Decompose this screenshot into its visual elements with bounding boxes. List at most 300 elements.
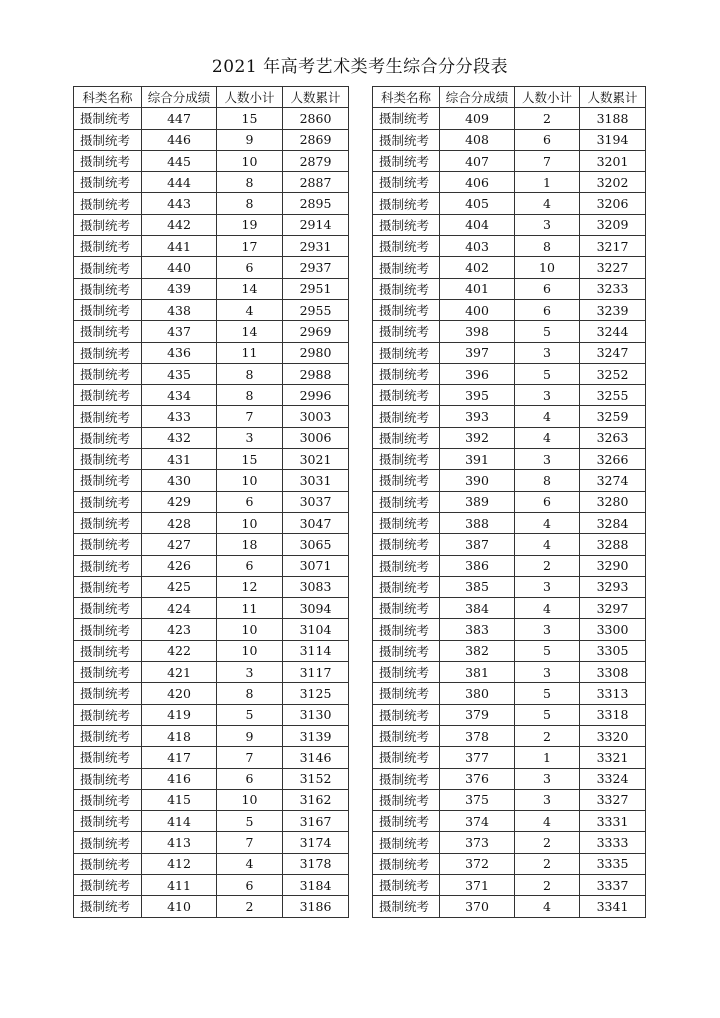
category-cell: 摄制统考 [74,725,142,746]
count-cell: 8 [515,470,580,491]
cumulative-cell: 3266 [580,449,646,470]
table-row [373,811,646,832]
cumulative-cell: 3037 [283,491,349,512]
table-row [373,896,646,917]
score-cell: 437 [142,321,217,342]
count-cell: 6 [515,299,580,320]
count-cell: 4 [515,896,580,917]
table-row [74,576,349,597]
count-cell: 6 [217,768,283,789]
category-cell: 摄制统考 [373,725,440,746]
cumulative-cell: 2996 [283,385,349,406]
score-cell: 435 [142,363,217,384]
category-cell: 摄制统考 [373,896,440,917]
score-cell: 434 [142,385,217,406]
table-row [373,236,646,257]
cumulative-cell: 3247 [580,342,646,363]
count-cell: 4 [515,427,580,448]
table-row [74,257,349,278]
count-cell: 3 [515,619,580,640]
count-cell: 2 [217,896,283,917]
cumulative-cell: 3125 [283,683,349,704]
cumulative-cell: 3255 [580,385,646,406]
table-row [74,534,349,555]
table-row [373,598,646,619]
table-row [373,832,646,853]
category-cell: 摄制统考 [74,576,142,597]
header-category: 科类名称 [74,87,142,108]
count-cell: 3 [515,768,580,789]
category-cell: 摄制统考 [74,747,142,768]
table-row [74,108,349,129]
score-cell: 373 [440,832,515,853]
score-cell: 445 [142,150,217,171]
count-cell: 4 [515,512,580,533]
cumulative-cell: 3184 [283,874,349,895]
count-cell: 8 [515,236,580,257]
score-cell: 421 [142,662,217,683]
table-row [373,534,646,555]
cumulative-cell: 2895 [283,193,349,214]
category-cell: 摄制统考 [74,662,142,683]
table-row [373,768,646,789]
score-cell: 395 [440,385,515,406]
score-cell: 379 [440,704,515,725]
cumulative-cell: 3252 [580,363,646,384]
category-cell: 摄制统考 [373,598,440,619]
cumulative-cell: 3206 [580,193,646,214]
cumulative-cell: 3288 [580,534,646,555]
cumulative-cell: 3227 [580,257,646,278]
cumulative-cell: 3217 [580,236,646,257]
score-cell: 370 [440,896,515,917]
category-cell: 摄制统考 [373,832,440,853]
cumulative-cell: 3194 [580,129,646,150]
count-cell: 4 [515,534,580,555]
category-cell: 摄制统考 [373,534,440,555]
score-cell: 423 [142,619,217,640]
category-cell: 摄制统考 [373,512,440,533]
category-cell: 摄制统考 [373,193,440,214]
category-cell: 摄制统考 [373,470,440,491]
category-cell: 摄制统考 [74,811,142,832]
cumulative-cell: 3263 [580,427,646,448]
table-row [373,214,646,235]
cumulative-cell: 3308 [580,662,646,683]
cumulative-cell: 3337 [580,874,646,895]
category-cell: 摄制统考 [373,853,440,874]
table-row [373,683,646,704]
table-row [74,853,349,874]
count-cell: 3 [515,449,580,470]
table-row [74,150,349,171]
count-cell: 15 [217,449,283,470]
score-cell: 381 [440,662,515,683]
count-cell: 8 [217,193,283,214]
table-row [373,640,646,661]
score-cell: 439 [142,278,217,299]
category-cell: 摄制统考 [74,832,142,853]
cumulative-cell: 2887 [283,172,349,193]
category-cell: 摄制统考 [373,214,440,235]
score-cell: 391 [440,449,515,470]
score-cell: 427 [142,534,217,555]
cumulative-cell: 2914 [283,214,349,235]
table-row [74,811,349,832]
count-cell: 8 [217,385,283,406]
category-cell: 摄制统考 [373,236,440,257]
table-row [373,363,646,384]
table-row [373,427,646,448]
count-cell: 6 [217,555,283,576]
category-cell: 摄制统考 [74,321,142,342]
score-cell: 392 [440,427,515,448]
table-header-row [74,87,349,108]
score-cell: 377 [440,747,515,768]
category-cell: 摄制统考 [74,193,142,214]
count-cell: 3 [217,662,283,683]
table-row [373,129,646,150]
table-row [74,683,349,704]
cumulative-cell: 2951 [283,278,349,299]
cumulative-cell: 3003 [283,406,349,427]
table-row [373,299,646,320]
category-cell: 摄制统考 [74,789,142,810]
cumulative-cell: 3331 [580,811,646,832]
table-row [373,619,646,640]
cumulative-cell: 3259 [580,406,646,427]
count-cell: 4 [217,853,283,874]
table-row [74,874,349,895]
score-cell: 447 [142,108,217,129]
cumulative-cell: 2969 [283,321,349,342]
score-cell: 415 [142,789,217,810]
table-row [373,406,646,427]
score-cell: 402 [440,257,515,278]
score-cell: 382 [440,640,515,661]
category-cell: 摄制统考 [74,534,142,555]
score-cell: 430 [142,470,217,491]
category-cell: 摄制统考 [74,853,142,874]
category-cell: 摄制统考 [74,704,142,725]
category-cell: 摄制统考 [74,129,142,150]
table-row [74,363,349,384]
cumulative-cell: 3152 [283,768,349,789]
table-row [373,172,646,193]
category-cell: 摄制统考 [373,874,440,895]
count-cell: 10 [217,512,283,533]
score-cell: 408 [440,129,515,150]
category-cell: 摄制统考 [74,874,142,895]
category-cell: 摄制统考 [74,512,142,533]
category-cell: 摄制统考 [74,768,142,789]
score-cell: 375 [440,789,515,810]
cumulative-cell: 3233 [580,278,646,299]
category-cell: 摄制统考 [373,640,440,661]
category-cell: 摄制统考 [373,576,440,597]
score-cell: 442 [142,214,217,235]
score-cell: 397 [440,342,515,363]
cumulative-cell: 3006 [283,427,349,448]
count-cell: 14 [217,321,283,342]
cumulative-cell: 2860 [283,108,349,129]
count-cell: 5 [515,640,580,661]
category-cell: 摄制统考 [373,363,440,384]
score-cell: 438 [142,299,217,320]
score-cell: 400 [440,299,515,320]
category-cell: 摄制统考 [373,747,440,768]
category-cell: 摄制统考 [74,555,142,576]
table-row [74,129,349,150]
cumulative-cell: 3071 [283,555,349,576]
count-cell: 3 [515,342,580,363]
category-cell: 摄制统考 [74,172,142,193]
count-cell: 8 [217,683,283,704]
score-cell: 404 [440,214,515,235]
cumulative-cell: 3031 [283,470,349,491]
page-title: 2021 年高考艺术类考生综合分分段表 [211,57,509,77]
score-cell: 380 [440,683,515,704]
table-row [74,449,349,470]
cumulative-cell: 3094 [283,598,349,619]
cumulative-cell: 3318 [580,704,646,725]
cumulative-cell: 3047 [283,512,349,533]
score-cell: 444 [142,172,217,193]
cumulative-cell: 3188 [580,108,646,129]
count-cell: 7 [515,150,580,171]
score-cell: 420 [142,683,217,704]
table-row [373,747,646,768]
count-cell: 3 [217,427,283,448]
category-cell: 摄制统考 [74,257,142,278]
cumulative-cell: 3290 [580,555,646,576]
cumulative-cell: 2980 [283,342,349,363]
cumulative-cell: 3174 [283,832,349,853]
count-cell: 9 [217,129,283,150]
cumulative-cell: 3244 [580,321,646,342]
category-cell: 摄制统考 [74,342,142,363]
table-row [373,491,646,512]
cumulative-cell: 2988 [283,363,349,384]
table-row [373,853,646,874]
category-cell: 摄制统考 [74,385,142,406]
score-cell: 432 [142,427,217,448]
cumulative-cell: 3201 [580,150,646,171]
table-row [373,278,646,299]
count-cell: 5 [515,683,580,704]
score-cell: 390 [440,470,515,491]
category-cell: 摄制统考 [74,491,142,512]
table-row [373,470,646,491]
cumulative-cell: 3274 [580,470,646,491]
count-cell: 10 [217,470,283,491]
category-cell: 摄制统考 [74,640,142,661]
cumulative-cell: 3321 [580,747,646,768]
category-cell: 摄制统考 [373,172,440,193]
category-cell: 摄制统考 [74,406,142,427]
cumulative-cell: 3280 [580,491,646,512]
score-cell: 386 [440,555,515,576]
category-cell: 摄制统考 [373,406,440,427]
score-cell: 398 [440,321,515,342]
cumulative-cell: 2937 [283,257,349,278]
score-cell: 387 [440,534,515,555]
table-row [373,725,646,746]
cumulative-cell: 3162 [283,789,349,810]
table-row [74,512,349,533]
cumulative-cell: 3104 [283,619,349,640]
count-cell: 4 [515,811,580,832]
table-row [74,619,349,640]
cumulative-cell: 3297 [580,598,646,619]
count-cell: 6 [217,491,283,512]
table-row [373,257,646,278]
count-cell: 4 [515,193,580,214]
score-cell: 371 [440,874,515,895]
cumulative-cell: 3313 [580,683,646,704]
cumulative-cell: 3239 [580,299,646,320]
cumulative-cell: 3284 [580,512,646,533]
cumulative-cell: 3130 [283,704,349,725]
table-row [74,896,349,917]
table-row [74,321,349,342]
score-cell: 383 [440,619,515,640]
cumulative-cell: 2879 [283,150,349,171]
count-cell: 10 [217,789,283,810]
count-cell: 6 [515,278,580,299]
header-score: 综合分成绩 [142,87,217,108]
table-row [74,725,349,746]
table-row [74,491,349,512]
count-cell: 5 [515,704,580,725]
score-cell: 441 [142,236,217,257]
count-cell: 18 [217,534,283,555]
table-row [74,555,349,576]
table-row [373,789,646,810]
count-cell: 3 [515,789,580,810]
score-cell: 407 [440,150,515,171]
score-cell: 374 [440,811,515,832]
category-cell: 摄制统考 [373,257,440,278]
table-row [373,555,646,576]
category-cell: 摄制统考 [373,150,440,171]
category-cell: 摄制统考 [373,449,440,470]
score-cell: 417 [142,747,217,768]
count-cell: 4 [217,299,283,320]
cumulative-cell: 3167 [283,811,349,832]
count-cell: 4 [515,598,580,619]
cumulative-cell: 3333 [580,832,646,853]
cumulative-cell: 3320 [580,725,646,746]
score-cell: 372 [440,853,515,874]
category-cell: 摄制统考 [373,299,440,320]
count-cell: 5 [515,363,580,384]
count-cell: 1 [515,747,580,768]
table-row [74,385,349,406]
score-table-left [73,86,349,918]
category-cell: 摄制统考 [74,683,142,704]
cumulative-cell: 3293 [580,576,646,597]
score-cell: 422 [142,640,217,661]
table-row [74,427,349,448]
count-cell: 2 [515,832,580,853]
table-row [74,278,349,299]
count-cell: 6 [217,874,283,895]
count-cell: 12 [217,576,283,597]
count-cell: 11 [217,598,283,619]
count-cell: 2 [515,108,580,129]
table-row [74,747,349,768]
count-cell: 10 [217,640,283,661]
cumulative-cell: 3324 [580,768,646,789]
score-cell: 385 [440,576,515,597]
cumulative-cell: 3083 [283,576,349,597]
table-row [74,342,349,363]
score-cell: 426 [142,555,217,576]
count-cell: 7 [217,832,283,853]
category-cell: 摄制统考 [373,683,440,704]
count-cell: 2 [515,725,580,746]
cumulative-cell: 3146 [283,747,349,768]
category-cell: 摄制统考 [74,449,142,470]
table-row [373,342,646,363]
table-row [373,108,646,129]
score-cell: 410 [142,896,217,917]
score-cell: 431 [142,449,217,470]
category-cell: 摄制统考 [373,427,440,448]
category-cell: 摄制统考 [373,491,440,512]
category-cell: 摄制统考 [373,385,440,406]
count-cell: 10 [217,150,283,171]
category-cell: 摄制统考 [373,342,440,363]
header-count: 人数小计 [515,87,580,108]
count-cell: 3 [515,576,580,597]
score-table-right [372,86,646,918]
score-cell: 414 [142,811,217,832]
table-row [74,299,349,320]
category-cell: 摄制统考 [74,108,142,129]
score-cell: 388 [440,512,515,533]
score-cell: 440 [142,257,217,278]
category-cell: 摄制统考 [373,704,440,725]
category-cell: 摄制统考 [74,427,142,448]
table-row [74,214,349,235]
count-cell: 2 [515,874,580,895]
count-cell: 10 [515,257,580,278]
table-row [74,598,349,619]
table-row [373,662,646,683]
table-row [74,832,349,853]
category-cell: 摄制统考 [373,811,440,832]
score-cell: 406 [440,172,515,193]
category-cell: 摄制统考 [373,768,440,789]
category-cell: 摄制统考 [74,363,142,384]
count-cell: 3 [515,214,580,235]
header-cumulative: 人数累计 [283,87,349,108]
count-cell: 7 [217,406,283,427]
table-row [74,193,349,214]
category-cell: 摄制统考 [74,150,142,171]
header-count: 人数小计 [217,87,283,108]
cumulative-cell: 3186 [283,896,349,917]
score-cell: 409 [440,108,515,129]
cumulative-cell: 3021 [283,449,349,470]
count-cell: 1 [515,172,580,193]
category-cell: 摄制统考 [74,236,142,257]
cumulative-cell: 3327 [580,789,646,810]
table-row [74,662,349,683]
table-row [373,874,646,895]
